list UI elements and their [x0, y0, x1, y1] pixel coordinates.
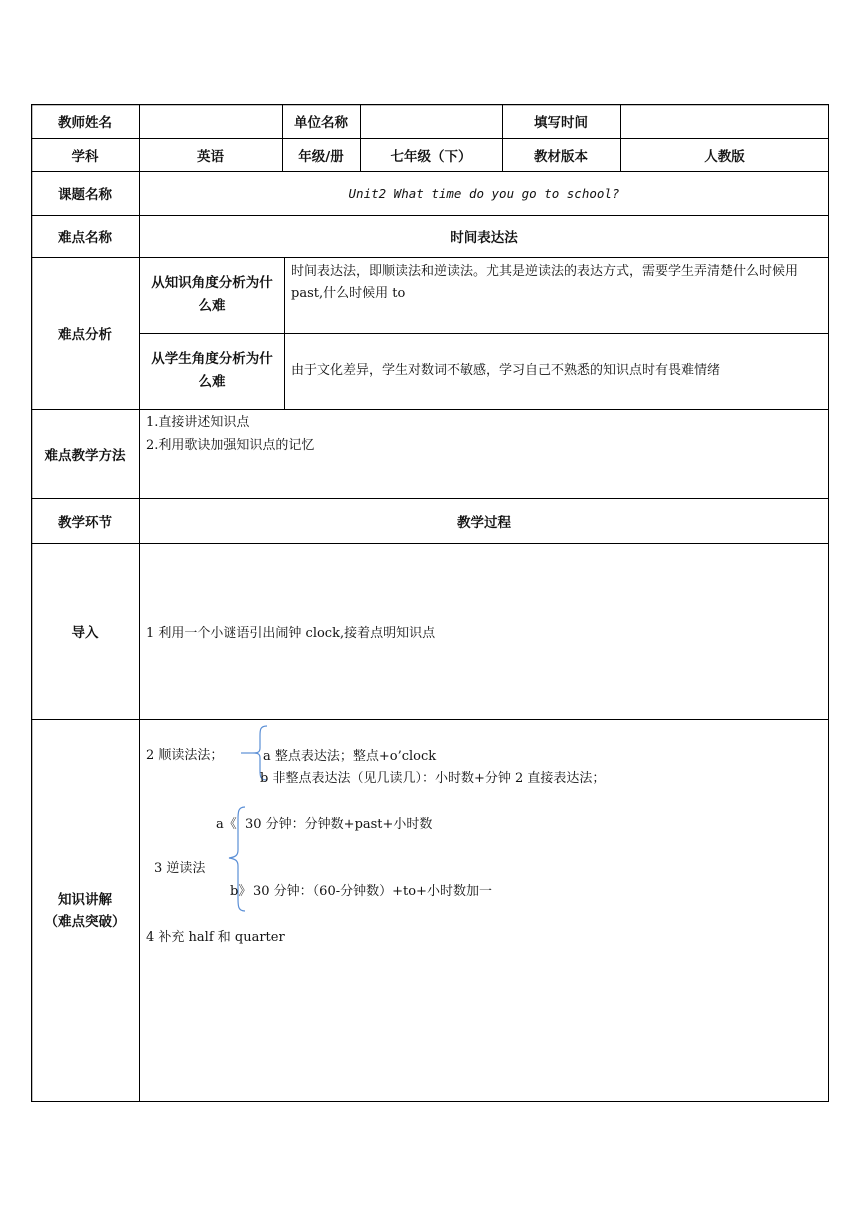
knowledge-angle-label: 从知识角度分析为什么难: [151, 275, 273, 314]
knowledge-label-line2: （难点突破）: [44, 913, 126, 930]
topic-value: Unit2 What time do you go to school?: [348, 185, 620, 201]
reverse-item-a: 30 分钟：分钟数+past+小时数: [245, 817, 433, 832]
reverse-a-prefix: a《: [216, 817, 237, 832]
teacher-name-value[interactable]: [139, 104, 282, 138]
teaching-method-label: 难点教学方法: [44, 447, 126, 464]
supplement-text: 4 补充 half 和 quarter: [146, 930, 285, 945]
student-angle-label: 从学生角度分析为什么难: [151, 351, 273, 390]
student-angle-text: 由于文化差异，学生对数词不敏感，学习自己不熟悉的知识点时有畏难情绪: [291, 363, 721, 378]
grade-label: 年级/册: [298, 148, 344, 165]
forward-item-b: b 非整点表达法（见几读几）：小时数+分钟 2 直接表达法；: [260, 771, 606, 786]
difficulty-name-value: 时间表达法: [450, 230, 518, 246]
reverse-b-prefix: b》: [230, 884, 252, 899]
edition-label: 教材版本: [534, 148, 588, 165]
grade-value: 七年级（下）: [390, 148, 472, 165]
unit-name-value[interactable]: [360, 104, 502, 138]
fill-date-label: 填写时间: [534, 115, 588, 131]
subject-value: 英语: [197, 148, 224, 165]
teacher-name-label: 教师姓名: [58, 115, 112, 131]
intro-label: 导入: [71, 625, 99, 641]
intro-text: 1 利用一个小谜语引出闹钟 clock,接着点明知识点: [146, 626, 436, 641]
knowledge-angle-text: 时间表达法，即顺读法和逆读法。尤其是逆读法的表达方式，需要学生弄清楚什么时候用 past,什么时候用 to: [291, 264, 799, 301]
stage-header: 教学环节: [58, 514, 112, 531]
reverse-item-b: 30 分钟：（60-分钟数）+to+小时数加一: [253, 884, 492, 899]
reverse-reading-title: 3 逆读法: [154, 861, 206, 876]
forward-reading-title: 2 顺读法法；: [146, 748, 224, 763]
fill-date-value[interactable]: [620, 104, 829, 138]
edition-value: 人教版: [704, 148, 745, 165]
process-header: 教学过程: [457, 514, 511, 531]
forward-item-a: a 整点表达法；整点+o’clock: [263, 749, 437, 764]
knowledge-label-line1: 知识讲解: [58, 891, 112, 908]
method-item-1: 1.直接讲述知识点: [146, 415, 250, 430]
lesson-plan-table: [31, 104, 829, 1102]
difficulty-name-label: 难点名称: [58, 230, 112, 246]
difficulty-analysis-label: 难点分析: [58, 327, 112, 343]
knowledge-explanation-label: [31, 719, 139, 1102]
unit-name-label: 单位名称: [294, 115, 348, 131]
subject-label: 学科: [71, 148, 99, 165]
method-item-2: 2.利用歌诀加强知识点的记忆: [146, 438, 315, 453]
topic-label: 课题名称: [58, 187, 112, 203]
